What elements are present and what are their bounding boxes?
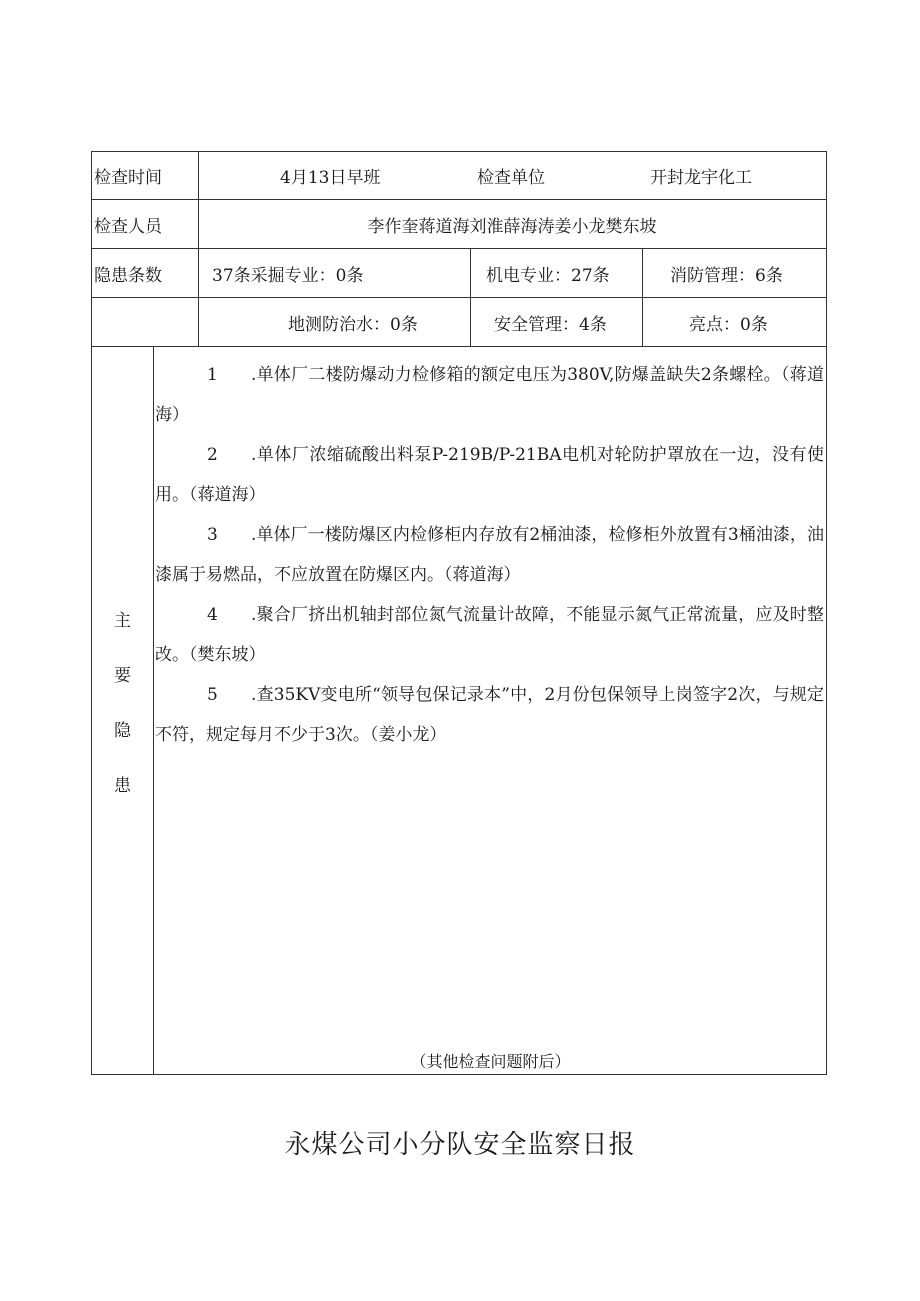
hazard-number: 2 [207,445,218,465]
hazard-item [155,515,826,595]
hazard-item [155,595,826,675]
main-hazards-section [91,347,827,1075]
row-inspection-time [91,151,827,200]
hazard-item [155,355,826,435]
main-hazards-label [92,347,154,1074]
count-safety: 安全管理：4条 [494,314,607,335]
time-value: 4月13日早班 [280,168,381,188]
row-hazard-count [91,249,827,298]
document-title: 永煤公司小分队安全监察日报 [284,1130,636,1160]
hazard-number: 5 [207,685,218,705]
hazard-number: 3 [207,525,218,545]
hazard-item [155,675,826,755]
label-char: 患 [114,775,131,796]
hazard-list [155,355,826,755]
unit-label: 检查单位 [477,168,545,188]
inspection-report-table [91,151,827,1075]
count-fire: 消防管理：6条 [670,265,783,286]
count-label: 隐患条数 [94,265,162,286]
count-mining: 37条采掘专业：0条 [212,265,364,286]
label-char: 主 [114,610,131,631]
count-geo: 地测防治水：0条 [288,314,418,335]
hazard-number: 4 [207,605,218,625]
hazard-text: .单体厂浓缩硫酸出料泵P-219B/P-21BA电机对轮防护罩放在一边，没有使用。（蒋道海） [155,445,824,505]
label-char: 要 [114,665,131,686]
hazard-text: .单体厂一楼防爆区内检修柜内存放有2桶油漆，检修柜外放置有3桶油漆，油漆属于易燃品，不应放置在防爆区内。（蒋道海） [155,525,824,585]
count-electro: 机电专业：27条 [486,265,610,286]
label-char: 隐 [114,720,131,741]
count-highlight: 亮点：0条 [689,314,768,335]
row-hazard-count-2 [91,298,827,347]
time-label: 检查时间 [94,168,162,188]
hazard-item [155,435,826,515]
unit-value: 开封龙宇化工 [650,168,752,188]
hazard-text: .查35KV变电所“领导包保记录本”中，2月份包保领导上岗签字2次，与规定不符，规定每月不少于3次。（姜小龙） [155,685,824,745]
hazard-text: .单体厂二楼防爆动力检修箱的额定电压为380V,防爆盖缺失2条螺栓。（蒋道海） [155,365,824,425]
hazard-text: .聚合厂挤出机轴封部位氮气流量计故障，不能显示氮气正常流量，应及时整改。（樊东坡） [155,605,824,665]
staff-value: 李作奎蒋道海刘淮薛海涛姜小龙樊东坡 [367,216,657,237]
staff-label: 检查人员 [94,216,162,237]
other-issues-note: （其他检查问题附后） [410,1052,571,1071]
row-inspectors [91,200,827,249]
hazard-number: 1 [207,365,218,385]
